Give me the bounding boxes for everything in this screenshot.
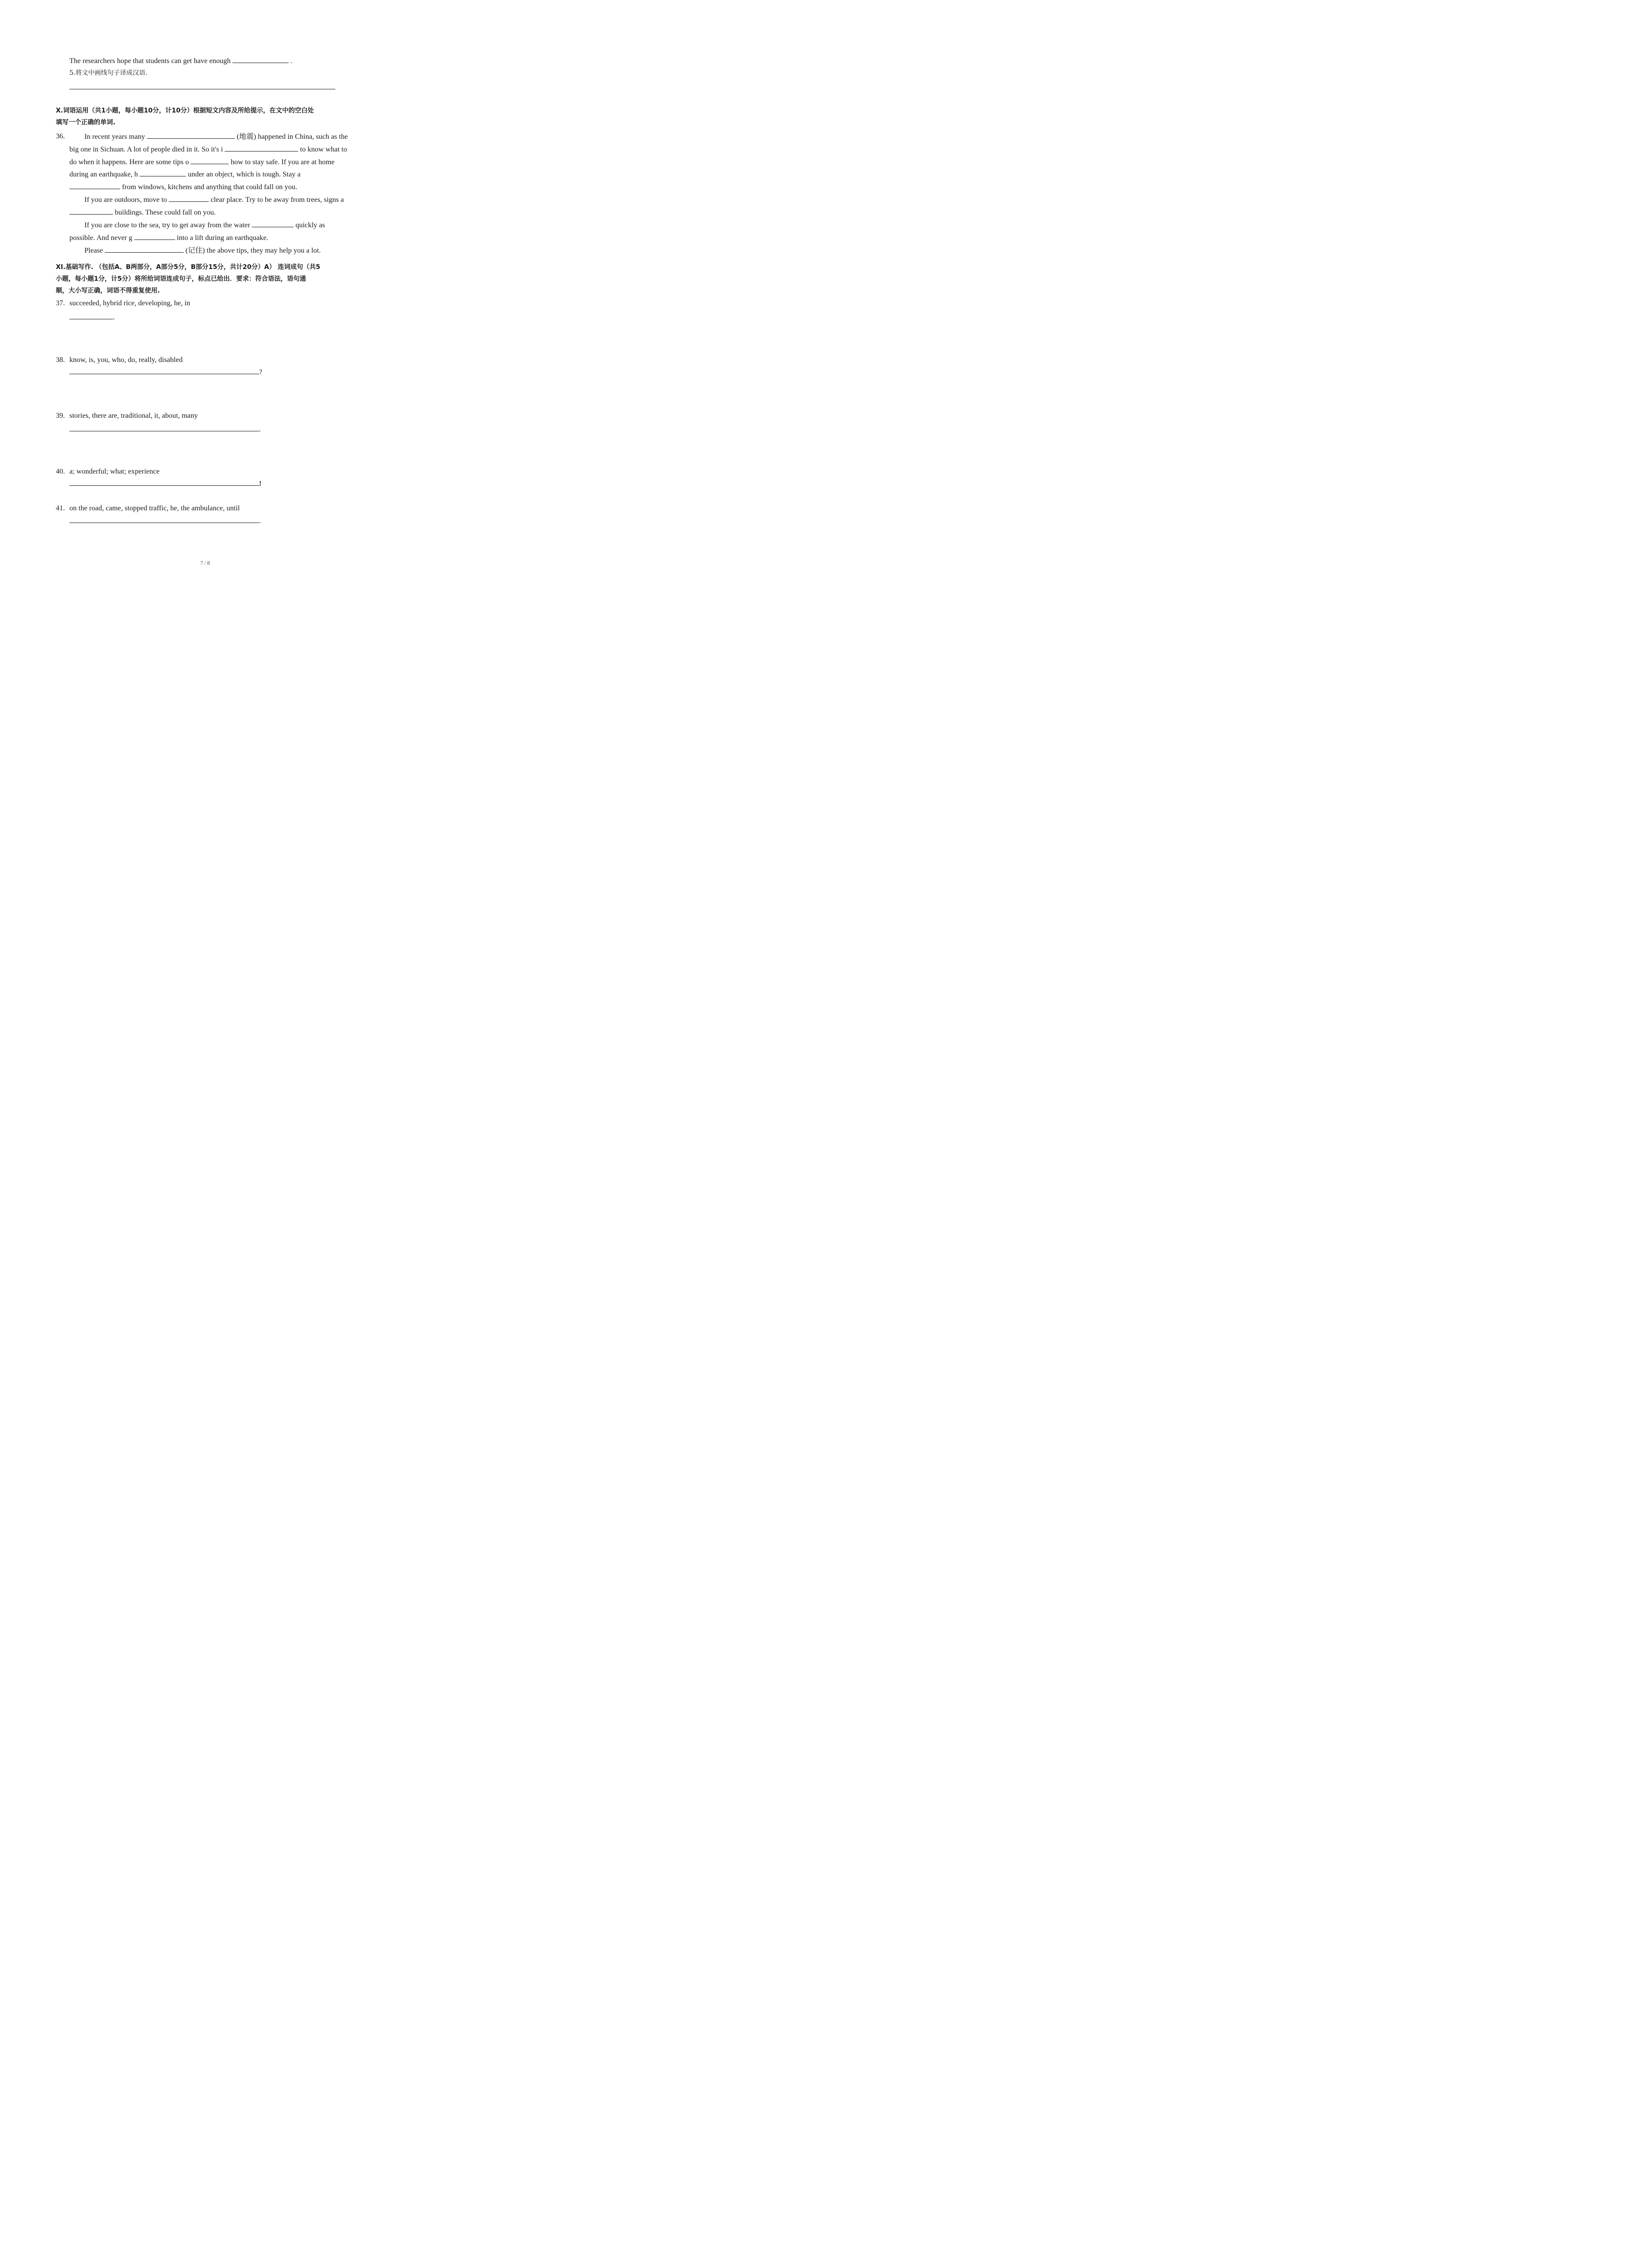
q36-line-9: possible. And never g into a lift during an earthquake. [69, 233, 268, 243]
question-5: 5.将文中画线句子译成汉语. [69, 69, 147, 77]
answer-line[interactable] [69, 516, 259, 523]
answer-line[interactable] [69, 479, 259, 486]
q36-line-10: Please (记住) the above tips, they may help you a lot. [84, 245, 321, 256]
q36-line-4: during an earthquake, h under an object, which is tough. Stay a [69, 169, 300, 180]
section-xi-heading-line1: XI.基础写作. （包括A、B两部分，A部分5分，B部分15分，共计20分）A） 连词成句（共5 [56, 264, 320, 271]
blank-get[interactable] [134, 233, 175, 240]
blank-hide[interactable] [140, 169, 186, 176]
word-list: stories, there are, traditional, it, about, many [69, 412, 198, 420]
q36-line-6: If you are outdoors, move to clear place. Try to be away from trees, signs a [84, 195, 344, 205]
section-xi-heading-line2: 小题，每小题1分，计5分）将所给词语连成句子，标点已给出．要求：符合语法，语句通 [56, 275, 306, 283]
q36-line-1: In recent years many (地震) happened in China, such as the [84, 132, 348, 142]
q36-line-5: from windows, kitchens and anything that could fall on you. [69, 182, 297, 192]
blank-a[interactable] [169, 195, 209, 202]
answer-line[interactable] [69, 367, 259, 374]
section-x-heading-line2: 填写一个正确的单词. [56, 119, 116, 126]
word-list: know, is, you, who, do, really, disabled [69, 356, 183, 364]
question-number: 38. [56, 356, 65, 364]
question-number: 36. [56, 132, 65, 140]
answer-line[interactable] [69, 312, 113, 319]
blank-and[interactable] [69, 207, 113, 215]
answer-row: . [69, 516, 261, 526]
question-number: 41. [56, 504, 65, 512]
blank-away[interactable] [69, 182, 120, 189]
q36-line-7: buildings. These could fall on you. [69, 207, 216, 218]
blank-enough[interactable] [232, 56, 289, 63]
q36-line-8: If you are close to the sea, try to get away from the water quickly as [84, 220, 325, 230]
question-number: 40. [56, 468, 65, 475]
blank-important[interactable] [225, 144, 298, 152]
word-list: a; wonderful; what; experience [69, 468, 160, 475]
answer-line[interactable] [69, 424, 259, 431]
page-number: 7 / 8 [200, 560, 210, 566]
blank-earthquakes[interactable] [147, 132, 235, 139]
question-number: 37. [56, 299, 65, 307]
q36-line-3: do when it happens. Here are some tips o how to stay safe. If you are at home [69, 157, 334, 167]
blank-as[interactable] [252, 220, 294, 227]
answer-row: ? [69, 367, 262, 377]
answer-row: ! [69, 479, 261, 489]
blank-on[interactable] [191, 157, 229, 164]
q36-line-2: big one in Sichuan. A lot of people died in it. So it's i to know what to [69, 144, 347, 155]
researchers-sentence: The researchers hope that students can get have enough . [69, 56, 292, 66]
question-number: 39. [56, 412, 65, 420]
word-list: on the road, came, stopped traffic, he, the ambulance, until [69, 504, 240, 512]
blank-remember[interactable] [105, 245, 184, 253]
word-list: succeeded, hybrid rice, developing, he, in [69, 299, 191, 307]
answer-row: . [69, 312, 115, 323]
section-x-heading-line1: X.词语运用（共1小题，每小题10分，计10分）根据短文内容及所给提示，在文中的空白处 [56, 107, 314, 114]
section-xi-heading-line3: 顺，大小写正确，词语不得重复使用. [56, 287, 160, 294]
answer-row: . [69, 424, 261, 435]
